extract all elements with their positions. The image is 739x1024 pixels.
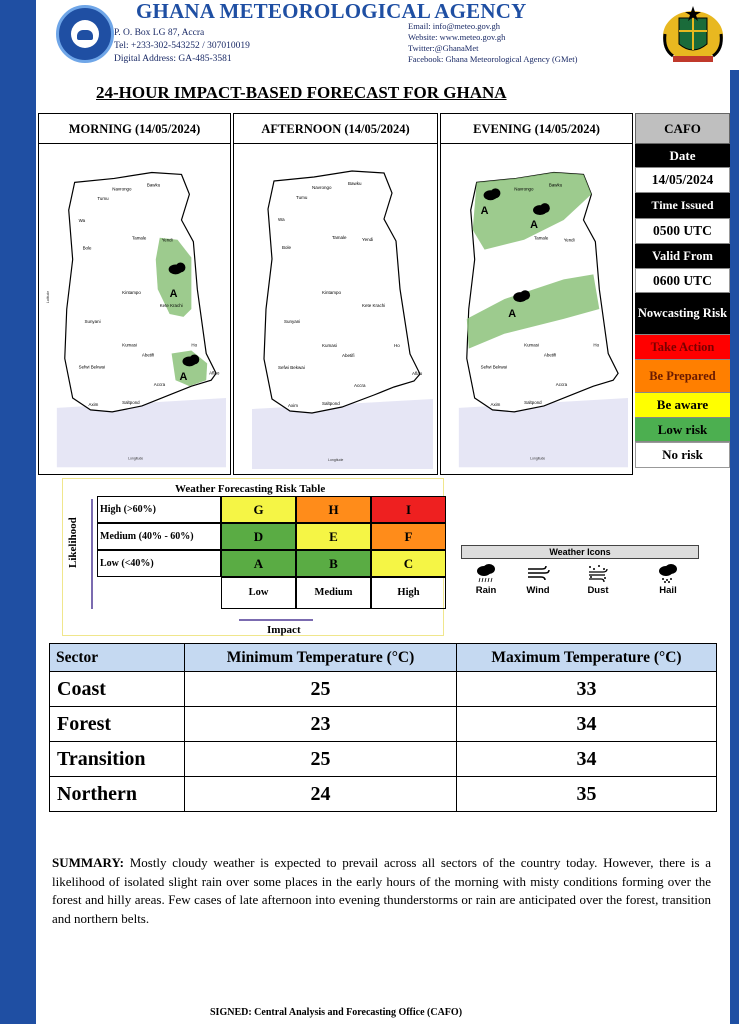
min-temp-cell: 25 <box>185 672 457 707</box>
town-label: Axim <box>490 401 501 407</box>
town-label: Tamale <box>332 235 347 240</box>
risk-cell: C <box>371 550 446 577</box>
row-label: Medium (40% - 60%) <box>97 523 221 550</box>
dust-icon <box>585 563 611 583</box>
valid-from-label: Valid From <box>635 244 730 269</box>
wind-icon <box>525 563 551 583</box>
town-label: Sefwi Bekwai <box>78 364 106 370</box>
risk-letter: A <box>480 205 489 218</box>
risk-cell: E <box>296 523 371 550</box>
town-label: Aflao <box>209 370 220 376</box>
table-row <box>50 707 717 742</box>
ghana-map-morning <box>43 148 226 470</box>
y-axis-label: Latitude <box>45 290 50 304</box>
coat-of-arms-emblem <box>659 4 727 64</box>
nowcasting-label: Nowcasting Risk <box>635 293 730 335</box>
sector-cell: Transition <box>50 742 185 777</box>
column-label: Low <box>221 577 296 609</box>
map-panel-afternoon <box>233 113 438 475</box>
risk-letter: A <box>530 218 538 231</box>
header-max-temp: Maximum Temperature (°C) <box>457 644 717 672</box>
min-temp-cell: 23 <box>185 707 457 742</box>
town-label: Bawku <box>146 182 161 188</box>
map-evening <box>445 148 628 470</box>
town-label: Kintampo <box>122 290 141 296</box>
risk-row-high <box>97 496 446 523</box>
town-label: Yendi <box>563 237 575 243</box>
ghana-map-evening <box>445 148 628 470</box>
risk-letter: A <box>179 371 188 384</box>
cafo-label: CAFO <box>635 113 730 144</box>
town-label: Sunyani <box>84 318 101 324</box>
table-row <box>50 777 717 812</box>
town-label: Ho <box>593 342 600 348</box>
risk-low: Low risk <box>635 418 730 442</box>
date-label: Date <box>635 144 730 168</box>
risk-letter: A <box>508 307 517 320</box>
town-label: Tamale <box>132 235 147 241</box>
town-label: Saltpond <box>122 399 140 405</box>
temperature-header-row <box>50 644 717 672</box>
max-temp-cell: 34 <box>457 742 717 777</box>
town-label: Yendi <box>362 237 374 242</box>
town-label: Tumu <box>97 196 109 202</box>
town-label: Kintampo <box>322 290 342 295</box>
town-label: Navrongo <box>312 185 332 190</box>
town-label: Navrongo <box>514 186 534 192</box>
town-label: Axim <box>88 401 99 407</box>
risk-letter: A <box>169 288 178 301</box>
town-label: Saltpond <box>322 401 340 406</box>
town-label: Axim <box>288 403 298 408</box>
risk-none: No risk <box>635 442 730 468</box>
legend-column <box>635 113 730 468</box>
sector-cell: Coast <box>50 672 185 707</box>
town-label: Kumasi <box>524 342 539 348</box>
town-label: Ho <box>394 343 400 348</box>
impact-axis <box>239 619 313 621</box>
impact-label: Impact <box>267 624 301 636</box>
right-blue-bar <box>730 60 739 1024</box>
signature-line: SIGNED: Central Analysis and Forecasting Office (CAFO) <box>210 1007 463 1018</box>
min-temp-cell: 24 <box>185 777 457 812</box>
panel-label: AFTERNOON (14/05/2024) <box>234 114 437 144</box>
town-label: Wa <box>78 217 86 223</box>
valid-from-value: 0600 UTC <box>635 269 730 293</box>
impact-columns <box>97 577 446 609</box>
time-issued-value: 0500 UTC <box>635 219 730 244</box>
town-label: Sunyani <box>284 319 301 324</box>
likelihood-label: Likelihood <box>67 517 79 569</box>
x-axis-label: Longitude <box>128 456 144 461</box>
risk-cell: I <box>371 496 446 523</box>
risk-cell: B <box>296 550 371 577</box>
risk-grid <box>97 496 446 609</box>
temperature-table <box>49 643 717 812</box>
town-label: Abetifi <box>543 352 557 358</box>
town-label: Wa <box>278 217 285 222</box>
dust-label: Dust <box>587 585 609 596</box>
hail-icon <box>655 563 681 583</box>
town-label: Yendi <box>161 237 173 243</box>
map-afternoon <box>238 148 433 470</box>
time-issued-label: Time Issued <box>635 193 730 219</box>
town-label: Abetifi <box>141 352 155 358</box>
likelihood-axis <box>91 499 93 609</box>
x-axis-label: Longitude <box>530 456 546 461</box>
town-label: Accra <box>354 383 366 388</box>
header-sector: Sector <box>50 644 185 672</box>
letterhead <box>36 0 739 70</box>
date-value: 14/05/2024 <box>635 168 730 193</box>
sector-cell: Forest <box>50 707 185 742</box>
hail-legend <box>643 563 693 596</box>
table-row <box>50 742 717 777</box>
contact-block: Email: info@meteo.gov.gh Website: www.meteo.gov.gh Twitter:@GhanaMet Facebook: Ghana Meteorological Agency (GMet) <box>408 21 578 64</box>
panel-label: MORNING (14/05/2024) <box>39 114 230 144</box>
max-temp-cell: 35 <box>457 777 717 812</box>
town-label: Kete Krachi <box>362 303 386 308</box>
gmet-logo <box>56 5 114 63</box>
rain-icon <box>473 563 499 583</box>
town-label: Saltpond <box>524 399 542 405</box>
summary-label: SUMMARY: <box>52 855 125 870</box>
wind-legend <box>513 563 563 596</box>
town-label: Navrongo <box>112 186 132 192</box>
row-label: Low (<40%) <box>97 550 221 577</box>
risk-take-action: Take Action <box>635 335 730 360</box>
row-label: High (>60%) <box>97 496 221 523</box>
town-label: Tumu <box>296 195 308 200</box>
town-label: Kete Krachi <box>159 303 183 309</box>
risk-be-prepared: Be Prepared <box>635 360 730 393</box>
wind-label: Wind <box>526 585 550 596</box>
town-label: Tamale <box>534 235 549 241</box>
sector-cell: Northern <box>50 777 185 812</box>
town-label: Kumasi <box>322 343 338 348</box>
town-label: Accra <box>555 382 568 388</box>
town-label: Accra <box>153 382 166 388</box>
ghana-map-afternoon <box>238 148 433 470</box>
map-panel-morning <box>38 113 231 475</box>
risk-row-low <box>97 550 446 577</box>
max-temp-cell: 34 <box>457 707 717 742</box>
org-name: GHANA METEOROLOGICAL AGENCY <box>136 0 527 23</box>
risk-cell: A <box>221 550 296 577</box>
address-block: P. O. Box LG 87, Accra Tel: +233-302-543252 / 307010019 Digital Address: GA-485-3581 <box>114 28 250 64</box>
town-label: Ho <box>191 342 198 348</box>
town-label: Bole <box>282 245 292 250</box>
panel-label: EVENING (14/05/2024) <box>441 114 632 144</box>
town-label: Sefwi Bekwai <box>480 364 508 370</box>
town-label: Sefwi Bekwai <box>278 365 305 370</box>
risk-cell: H <box>296 496 371 523</box>
header-min-temp: Minimum Temperature (°C) <box>185 644 457 672</box>
town-label: Bawku <box>548 182 563 188</box>
town-label: Bawku <box>348 181 362 186</box>
document-title: 24-HOUR IMPACT-BASED FORECAST FOR GHANA <box>96 83 507 102</box>
rain-label: Rain <box>475 585 497 596</box>
table-row <box>50 672 717 707</box>
town-label: Aflao <box>412 371 423 376</box>
town-label: Abetifi <box>342 353 355 358</box>
min-temp-cell: 25 <box>185 742 457 777</box>
hail-label: Hail <box>659 585 677 596</box>
risk-row-medium <box>97 523 446 550</box>
column-label: Medium <box>296 577 371 609</box>
risk-be-aware: Be aware <box>635 393 730 418</box>
risk-cell: D <box>221 523 296 550</box>
town-label: Bole <box>82 245 92 251</box>
map-morning <box>43 148 226 470</box>
weather-icons-title: Weather Icons <box>461 545 699 559</box>
x-axis-label: Longitude <box>328 458 344 462</box>
dust-legend <box>573 563 623 596</box>
column-label: High <box>371 577 446 609</box>
town-label: Kumasi <box>122 342 137 348</box>
rain-legend <box>461 563 511 596</box>
left-blue-bar <box>0 0 36 1024</box>
risk-table-title: Weather Forecasting Risk Table <box>175 483 326 495</box>
summary-text: Mostly cloudy weather is expected to prevail across all sectors of the country today. However, there is a likelihood of isolated slight rain over some places in the early hours of the morning with misty conditions forming over the forest and hilly areas. Few cases of late afternoon into evening thunderstorms or rain are anticipated over the forest, transition and northern belts. <box>52 855 711 926</box>
risk-cell: F <box>371 523 446 550</box>
risk-cell: G <box>221 496 296 523</box>
map-panel-evening <box>440 113 633 475</box>
summary-paragraph <box>52 854 711 928</box>
max-temp-cell: 33 <box>457 672 717 707</box>
weather-icons-legend <box>461 545 699 605</box>
risk-table <box>62 478 444 636</box>
